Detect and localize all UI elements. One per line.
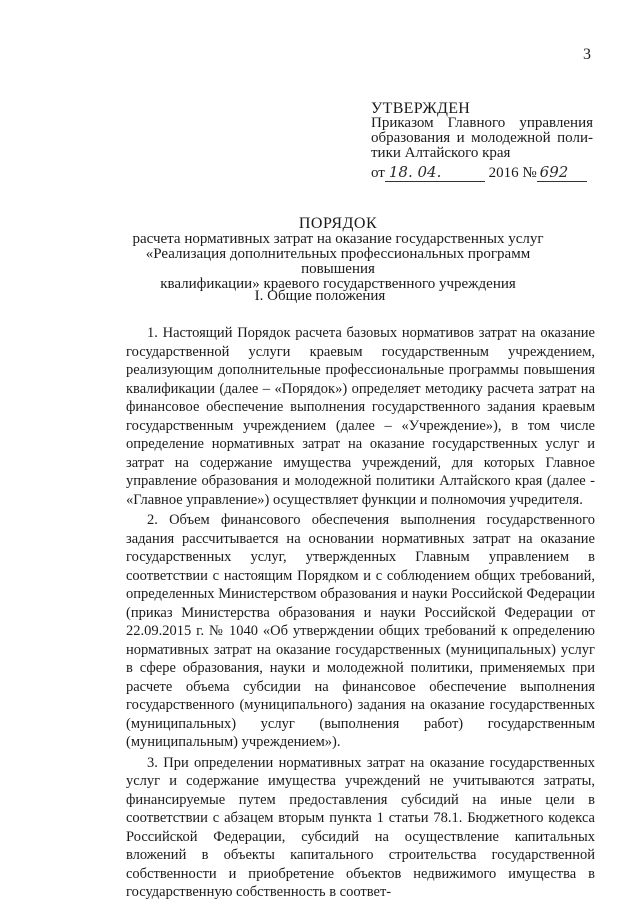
approval-stamp-block <box>371 101 593 185</box>
approval-date-line <box>371 165 593 185</box>
document-body <box>126 324 595 902</box>
document-title-block <box>118 216 558 292</box>
approval-line: Приказом Главного управления <box>371 115 593 131</box>
section-heading: I. Общие положения <box>254 288 386 304</box>
paragraph: 1. Настоящий Порядок расчета базовых нормативов затрат на оказание государственной услуги краевым государственным учреждением, реализующим дополнительные профессиональные программы повышения квалификации (далее – «Порядок») определяет методику расчета затрат на финансовое обеспечение выполнения государственного задания краевым государственным учреждением (далее – «Учреждение»), в том числе определение нормативных затрат на оказание государственных услуг и затрат на содержание имущества учреждений, для которых Главное управление образования и молодежной политики Алтайского края (далее - «Главное управление») осуществляет функции и полномочия учредителя. <box>126 325 595 508</box>
handwritten-date: 18. 04. <box>388 163 442 181</box>
title-line: квалификации» краевого государственного учреждения <box>160 276 516 292</box>
date-year: 2016 № <box>488 165 537 181</box>
document-title: ПОРЯДОК <box>298 215 378 232</box>
approval-line: тики Алтайского края <box>371 145 511 161</box>
date-underline <box>385 165 485 182</box>
title-line: «Реализация дополнительных профессиональных программ повышения <box>145 246 531 277</box>
date-prefix: от <box>371 165 385 181</box>
title-line: расчета нормативных затрат на оказание государственных услуг <box>132 231 544 247</box>
handwritten-number: 692 <box>539 163 569 181</box>
approval-line: образования и молодежной поли- <box>371 130 593 146</box>
page-number: 3 <box>583 46 591 63</box>
paragraph: 3. При определении нормативных затрат на оказание государственных услуг и содержание имущества учреждений не учитываются затраты, финансируемые путем предоставления субсидий на иные цели в соответствии с абзацем вторым пункта 1 статьи 78.1. Бюджетного кодекса Российской Федерации, субсидий на осуществление капитальных вложений в объекты капитального строительства государственной собственности и приобретение объектов недвижимого имущества в государственную собственность в соответ- <box>126 754 595 900</box>
number-underline <box>537 165 587 182</box>
paragraph: 2. Объем финансового обеспечения выполнения государственного задания рассчитывается на основании нормативных затрат на оказание государственных услуг, утвержденных Главным управлением в соответствии с настоящим Порядком и с соблюдением общих требований, определенных Министерством образования и науки Российской Федерации (приказ Министерства образования и науки Российской Федерации от 22.09.2015 г. № 1040 «Об утверждении общих требований к определению нормативных затрат на оказание государственных (муниципальных) услуг в сфере образования, науки и молодежной политики, применяемых при расчете объема субсидии на финансовое обеспечение выполнения государственного (муниципального) задания на оказание государственных (муниципальных) услуг (выполнения работ) государственным (муниципальным) учреждением»). <box>126 512 595 750</box>
approval-heading: УТВЕРЖДЕН <box>371 100 471 117</box>
